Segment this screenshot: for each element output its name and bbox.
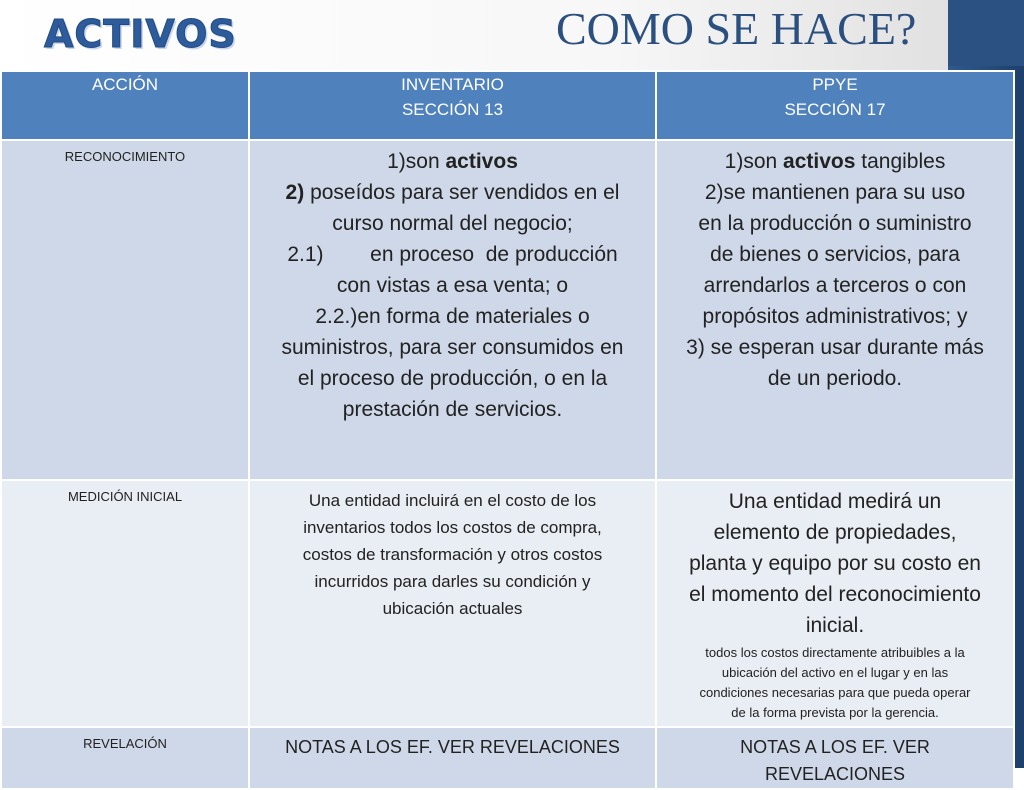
header-row <box>1 71 1014 140</box>
header-inventario: INVENTARIO SECCIÓN 13 <box>249 71 656 140</box>
row-label-medicion-inicial: MEDICIÓN INICIAL <box>1 480 249 727</box>
cell-revelacion-inventario: NOTAS A LOS EF. VER REVELACIONES <box>249 727 656 789</box>
cell-reconocimiento-inventario: 1)son activos 2) poseídos para ser vendidos en el curso normal del negocio; 2.1) en proceso de producción con vistas a esa venta; o 2.2.)en forma de materiales o suministros, para ser consumidos en el proceso de producción, o en la prestación de servicios. <box>249 140 656 480</box>
cell-medicion-inventario: Una entidad incluirá en el costo de los inventarios todos los costos de compra, costos de transformación y otros costos incurridos para darles su condición y ubicación actuales <box>249 480 656 727</box>
row-medicion-inicial <box>1 480 1014 727</box>
slide-subtitle: COMO SE HACE? <box>556 3 917 54</box>
header-accion: ACCIÓN <box>1 71 249 140</box>
row-label-revelacion: REVELACIÓN <box>1 727 249 789</box>
row-label-reconocimiento: RECONOCIMIENTO <box>1 140 249 480</box>
header-ppye: PPYE SECCIÓN 17 <box>656 71 1014 140</box>
row-reconocimiento <box>1 140 1014 480</box>
cell-reconocimiento-ppye: 1)son activos tangibles 2)se mantienen para su uso en la producción o suministro de bienes o servicios, para arrendarlos a terceros o con propósitos administrativos; y 3) se esperan usar durante más de un periodo. <box>656 140 1014 480</box>
slide-title: ACTIVOS <box>44 12 237 56</box>
row-revelacion <box>1 727 1014 789</box>
cell-revelacion-ppye: NOTAS A LOS EF. VER REVELACIONES <box>656 727 1014 789</box>
comparison-table <box>0 70 1015 790</box>
cell-medicion-ppye: Una entidad medirá un elemento de propiedades, planta y equipo por su costo en el momento del reconocimiento inicial. todos los costos directamente atribuibles a la ubicación del activo en el lugar y en las condiciones necesarias para que pueda operar de la forma prevista por la gerencia. <box>656 480 1014 727</box>
